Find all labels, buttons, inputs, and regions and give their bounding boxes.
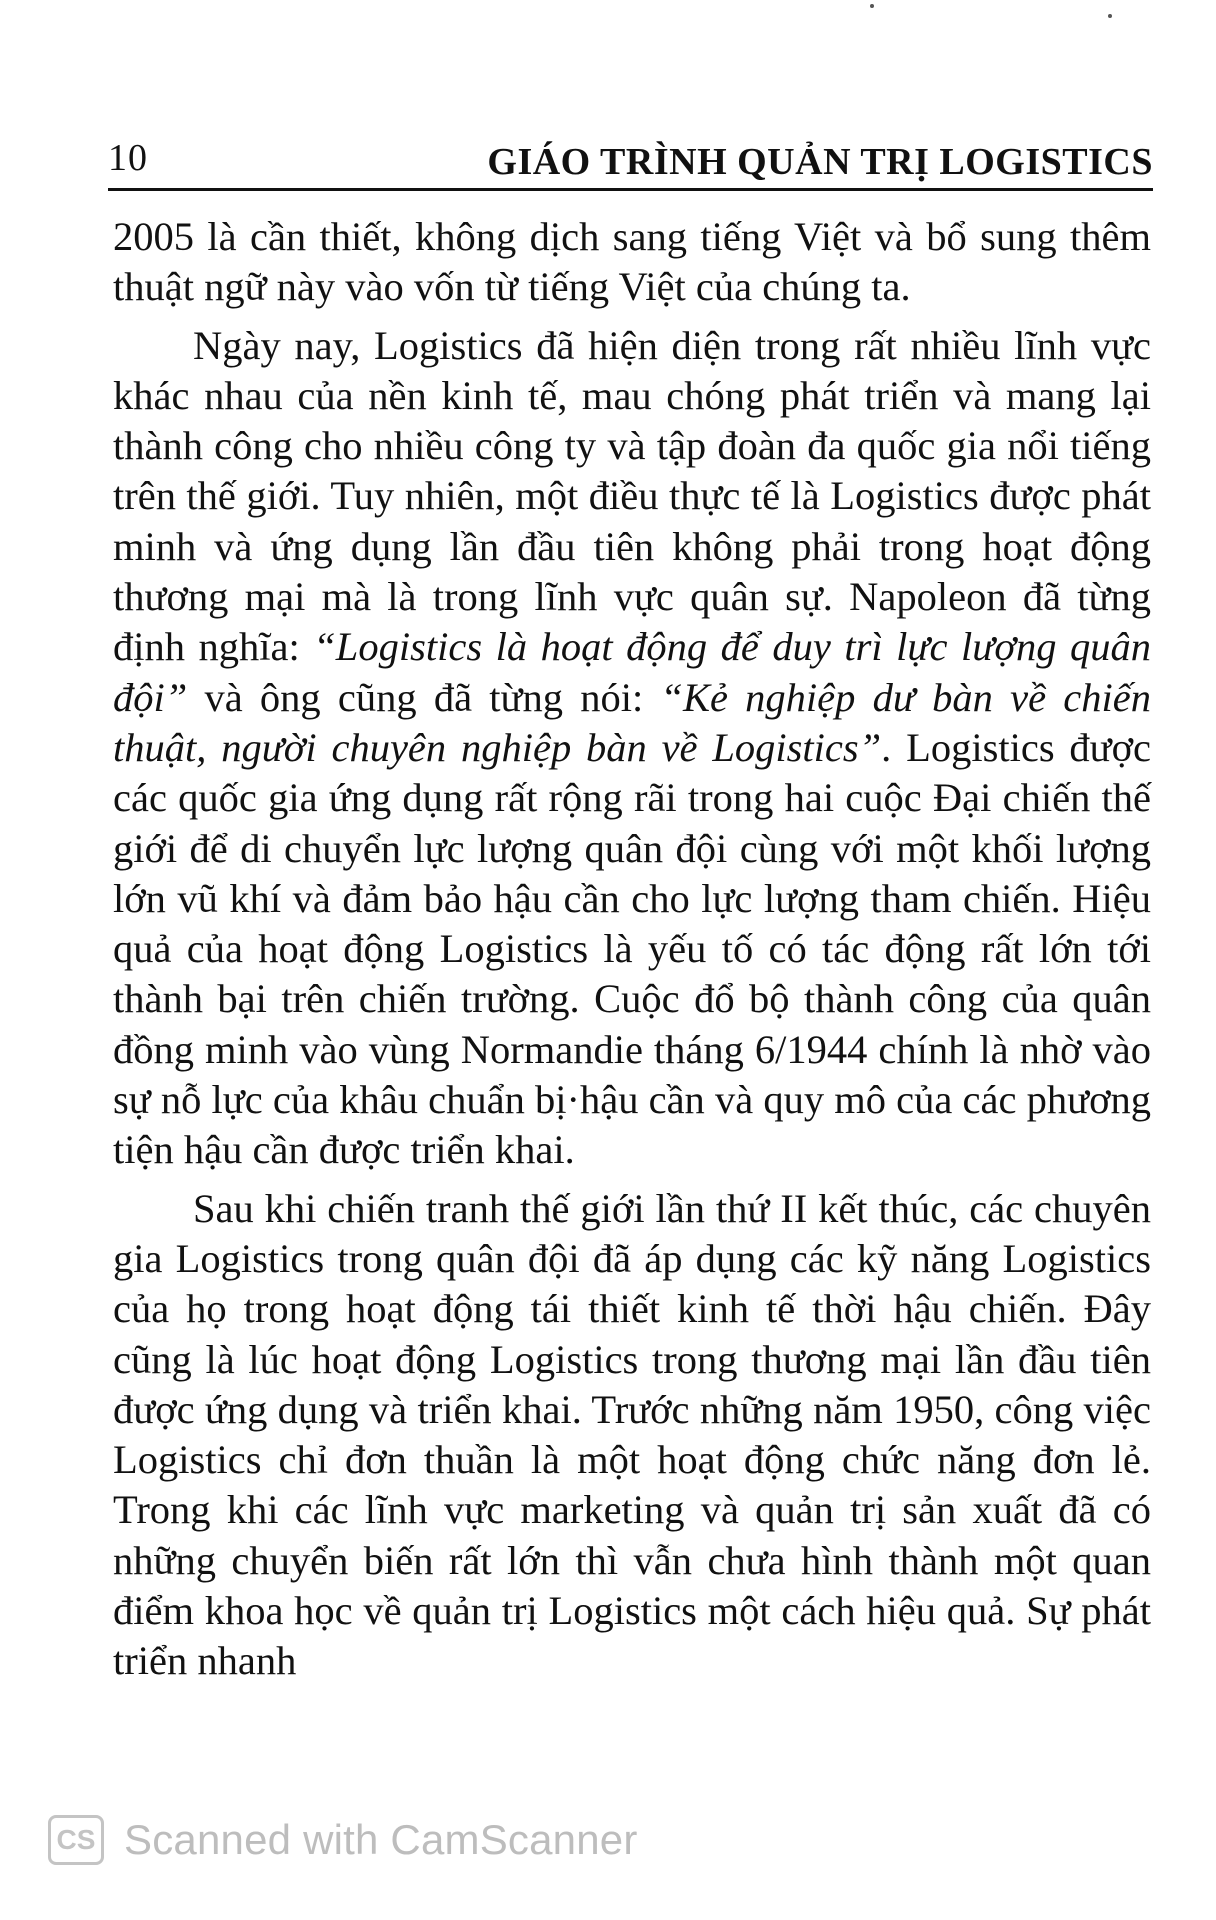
- quote-napoleon-saying: “Kẻ nghiệp dư bàn về chiến thuật, người chuyên nghiệp bàn về Logistics”: [113, 674, 1151, 770]
- camscanner-watermark: [48, 1810, 638, 1870]
- running-title: GIÁO TRÌNH QUẢN TRỊ LOGISTICS: [487, 141, 1153, 183]
- paragraph-2: [113, 321, 1151, 1176]
- paragraph-3: Sau khi chiến tranh thế giới lần thứ II kết thúc, các chuyên gia Logistics trong quân đội đã áp dụng các kỹ năng Logistics của họ trong hoạt động tái thiết kinh tế thời hậu chiến. Đây cũng là lúc hoạt động Logistics trong thương mại lần đầu tiên được ứng dụng và triển khai. Trước những năm 1950, công việc Logistics chỉ đơn thuần là một hoạt động chức năng đơn lẻ. Trong khi các lĩnh vực marketing và quản trị sản xuất đã có những chuyển biến rất lớn thì vẫn chưa hình thành một quan điểm khoa học về quản trị Logistics một cách hiệu quả. Sự phát triển nhanh: [113, 1185, 1151, 1684]
- body-text: [113, 212, 1151, 1687]
- paragraph-1: 2005 là cần thiết, không dịch sang tiếng Việt và bổ sung thêm thuật ngữ này vào vốn từ tiếng Việt của chúng ta.: [113, 214, 1151, 310]
- quote-napoleon-definition: “Logistics là hoạt động để duy trì lực lượng quân đội”: [113, 624, 1151, 720]
- scan-speck: [1108, 14, 1112, 18]
- watermark-text: Scanned with CamScanner: [124, 1816, 638, 1863]
- scan-speck: [870, 4, 874, 8]
- paragraph-2-text-b: và ông cũng đã từng nói:: [187, 674, 661, 720]
- page-number: 10: [108, 137, 148, 179]
- paragraph-2-text-c: . Logistics được các quốc gia ứng dụng rất rộng rãi trong hai cuộc Đại chiến thế giới để di chuyển lực lượng quân đội cùng với một khối lượng lớn vũ khí và đảm bảo hậu cần cho lực lượng tham chiến. Hiệu quả của hoạt động Logistics là yếu tố có tác động rất lớn tới thành bại trên chiến trường. Cuộc đổ bộ thành công của quân đồng minh vào vùng Normandie tháng 6/1944 chính là nhờ vào sự nỗ lực của khâu chuẩn bị·hậu cần và quy mô của các phương tiện hậu cần được triển khai.: [113, 724, 1152, 1173]
- camscanner-logo-icon: CS: [48, 1815, 104, 1865]
- paragraph-2-text-a: Ngày nay, Logistics đã hiện diện trong rất nhiều lĩnh vực khác nhau của nền kinh tế, mau chóng phát triển và mang lại thành công cho nhiều công ty và tập đoàn đa quốc gia nổi tiếng trên thế giới. Tuy nhiên, một điều thực tế là Logistics được phát minh và ứng dụng lần đầu tiên không phải trong hoạt động thương mại mà là trong lĩnh vực quân sự. Napoleon đã từng định nghĩa:: [113, 322, 1151, 670]
- page-header: [108, 128, 1153, 191]
